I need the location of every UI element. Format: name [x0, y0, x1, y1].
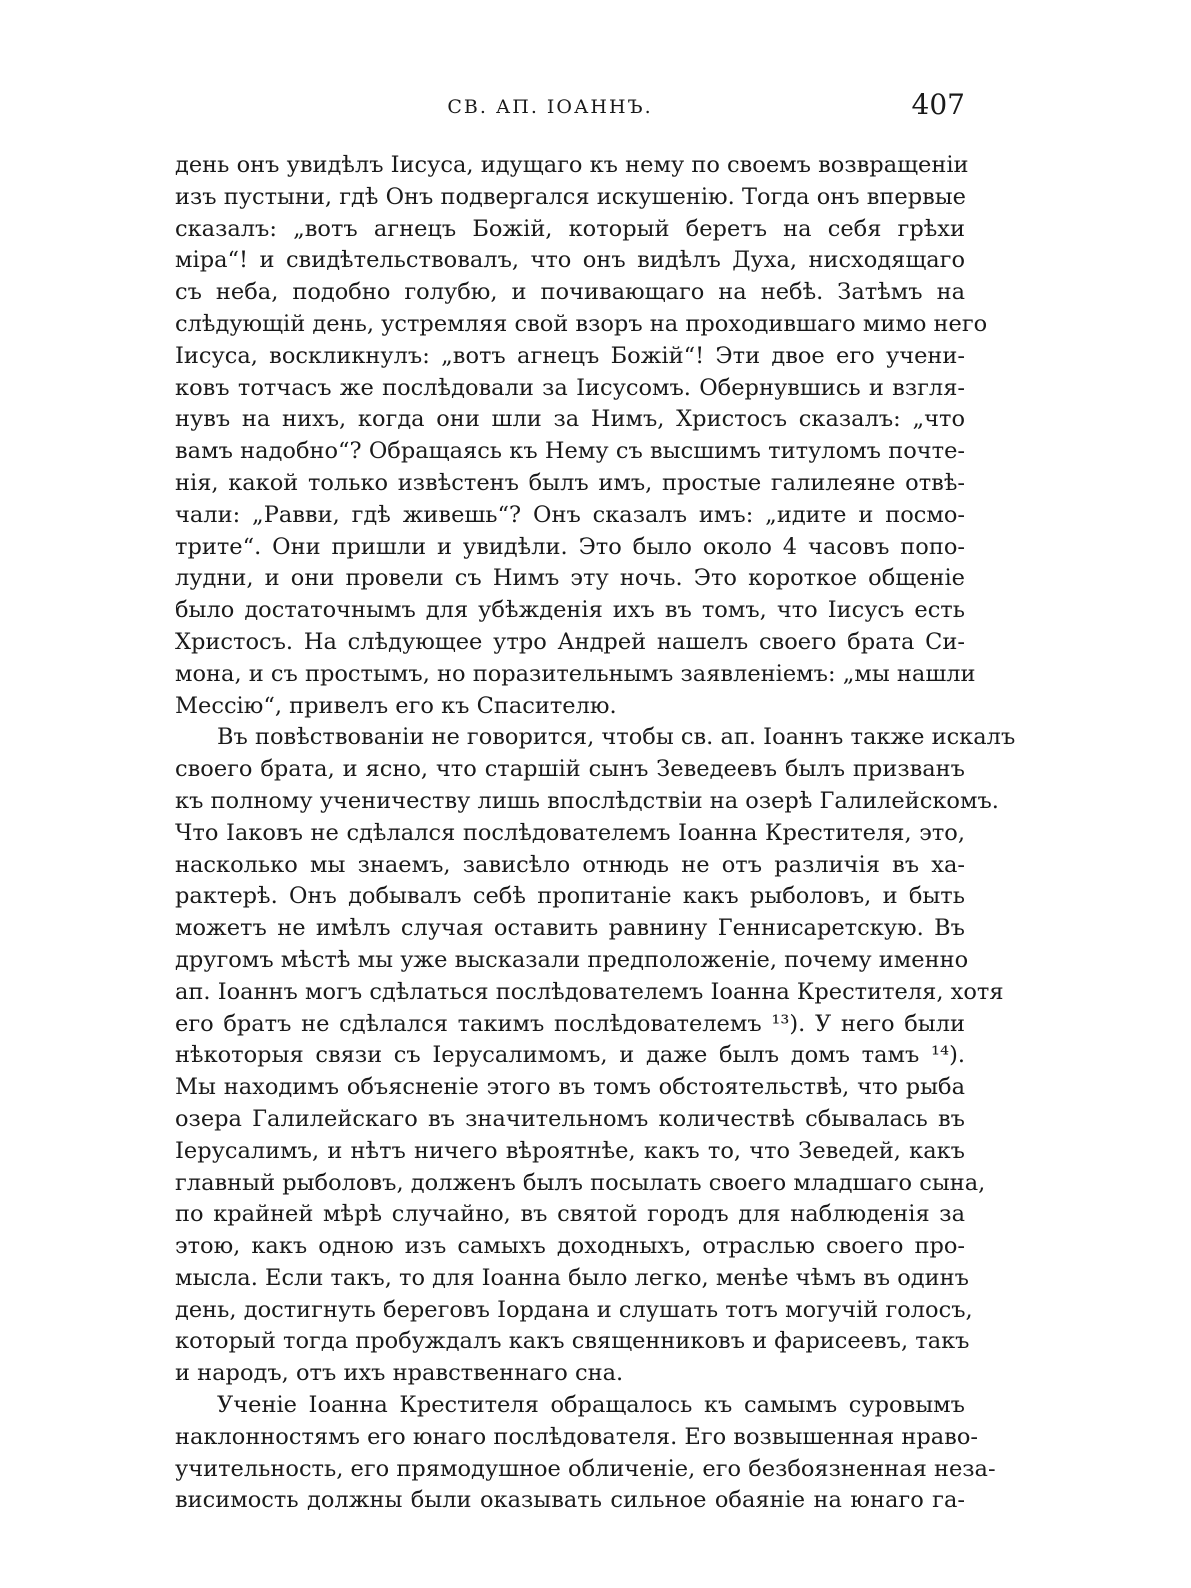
- text-line: Въ повѣствованiи не говорится, чтобы св. ап. Iоаннъ также искалъ: [217, 724, 1016, 751]
- text-line: вамъ надобно“? Обращаясь къ Нему съ высшимъ титуломъ почте-: [175, 438, 965, 465]
- paragraph: [175, 722, 1016, 1390]
- text-line: нiя, какой только извѣстенъ былъ имъ, простые галилеяне отвѣ-: [175, 469, 965, 496]
- text-line: изъ пустыни, гдѣ Онъ подвергался искушенiю. Тогда онъ впервые: [175, 183, 966, 210]
- text-line: своего брата, и ясно, что старшiй сынъ Зеведеевъ былъ призванъ: [175, 756, 965, 783]
- body-text: [175, 150, 1016, 1517]
- text-line: ап. Iоаннъ могъ сдѣлаться послѣдователемъ Iоанна Крестителя, хотя: [175, 978, 1004, 1005]
- text-line: было достаточнымъ для убѣжденiя ихъ въ томъ, что Iисусъ есть: [175, 597, 965, 624]
- text-line: мысла. Если такъ, то для Iоанна было легко, менѣе чѣмъ въ одинъ: [175, 1264, 969, 1291]
- text-line: съ неба, подобно голубю, и почивающаго на небѣ. Затѣмъ на: [175, 279, 965, 306]
- text-line: ковъ тотчасъ же послѣдовали за Iисусомъ. Обернувшись и взгля-: [175, 374, 965, 401]
- text-line: висимость должны были оказывать сильное обаянiе на юнаго га-: [175, 1487, 965, 1514]
- page-header: [175, 88, 965, 128]
- text-line: мона, и съ простымъ, но поразительнымъ заявленiемъ: „мы нашли: [175, 660, 976, 687]
- running-head: СВ. АП. IОАННЪ.: [447, 96, 653, 118]
- text-line: учительность, его прямодушное обличенiе, его безбоязненная неза-: [175, 1455, 996, 1482]
- paragraph: [175, 1390, 996, 1517]
- text-line: день онъ увидѣлъ Iисуса, идущаго къ нему по своемъ возвращенiи: [175, 152, 969, 178]
- text-line: день, достигнуть береговъ Iордана и слушать тотъ могучiй голосъ,: [175, 1296, 973, 1323]
- text-line: слѣдующiй день, устремляя свой взоръ на проходившаго мимо него: [175, 310, 988, 337]
- text-line: чали: „Равви, гдѣ живешь“? Онъ сказалъ имъ: „идите и посмо-: [175, 501, 965, 528]
- text-line: насколько мы знаемъ, зависѣло отнюдь не отъ различiя въ ха-: [175, 851, 965, 878]
- text-line: наклонностямъ его юнаго послѣдователя. Его возвышенная нраво-: [175, 1423, 978, 1450]
- text-line: Что Iаковъ не сдѣлался послѣдователемъ Iоанна Крестителя, это,: [175, 819, 965, 846]
- text-line: главный рыболовъ, долженъ былъ посылать своего младшаго сына,: [175, 1169, 986, 1196]
- text-line: къ полному ученичеству лишь впослѣдствiи на озерѣ Галилейскомъ.: [175, 787, 999, 814]
- text-line: Мы находимъ объясненiе этого въ томъ обстоятельствѣ, что рыба: [175, 1074, 965, 1101]
- text-line: озера Галилейскаго въ значительномъ количествѣ сбывалась въ: [175, 1105, 965, 1132]
- text-line: и народъ, отъ ихъ нравственнаго сна.: [175, 1360, 624, 1387]
- text-line: Мессiю“, привелъ его къ Спасителю.: [175, 692, 617, 719]
- text-line: Iерусалимъ, и нѣтъ ничего вѣроятнѣе, какъ то, что Зеведей, какъ: [175, 1137, 965, 1164]
- text-line: его братъ не сдѣлался такимъ послѣдователемъ ¹³). У него были: [175, 1010, 965, 1037]
- page-number: 407: [911, 88, 965, 121]
- paragraph: [175, 150, 988, 722]
- text-line: можетъ не имѣлъ случая оставить равнину Геннисаретскую. Въ: [175, 915, 965, 942]
- text-line: Ученiе Iоанна Крестителя обращалось къ самымъ суровымъ: [217, 1392, 965, 1419]
- text-line: трите“. Они пришли и увидѣли. Это было около 4 часовъ попо-: [175, 533, 965, 560]
- text-line: нѣкоторыя связи съ Iерусалимомъ, и даже былъ домъ тамъ ¹⁴).: [175, 1042, 965, 1069]
- text-line: Христосъ. На слѣдующее утро Андрей нашелъ своего брата Си-: [175, 628, 965, 655]
- text-line: по крайней мѣрѣ случайно, въ святой городъ для наблюденiя за: [175, 1201, 965, 1228]
- text-line: который тогда пробуждалъ какъ священниковъ и фарисеевъ, такъ: [175, 1328, 970, 1355]
- text-line: другомъ мѣстѣ мы уже высказали предположенiе, почему именно: [175, 946, 969, 973]
- text-line: Iисуса, воскликнулъ: „вотъ агнецъ Божiй“! Эти двое его учени-: [175, 342, 965, 369]
- text-line: мiра“! и свидѣтельствовалъ, что онъ видѣлъ Духа, нисходящаго: [175, 247, 965, 274]
- text-line: сказалъ: „вотъ агнецъ Божiй, который беретъ на себя грѣхи: [175, 215, 965, 242]
- text-line: нувъ на нихъ, когда они шли за Нимъ, Христосъ сказалъ: „что: [175, 406, 965, 433]
- text-line: рактерѣ. Онъ добывалъ себѣ пропитанiе какъ рыболовъ, и быть: [175, 883, 965, 910]
- text-line: лудни, и они провели съ Нимъ эту ночь. Это короткое общенiе: [175, 565, 965, 592]
- text-line: этою, какъ одною изъ самыхъ доходныхъ, отраслью своего про-: [175, 1233, 965, 1260]
